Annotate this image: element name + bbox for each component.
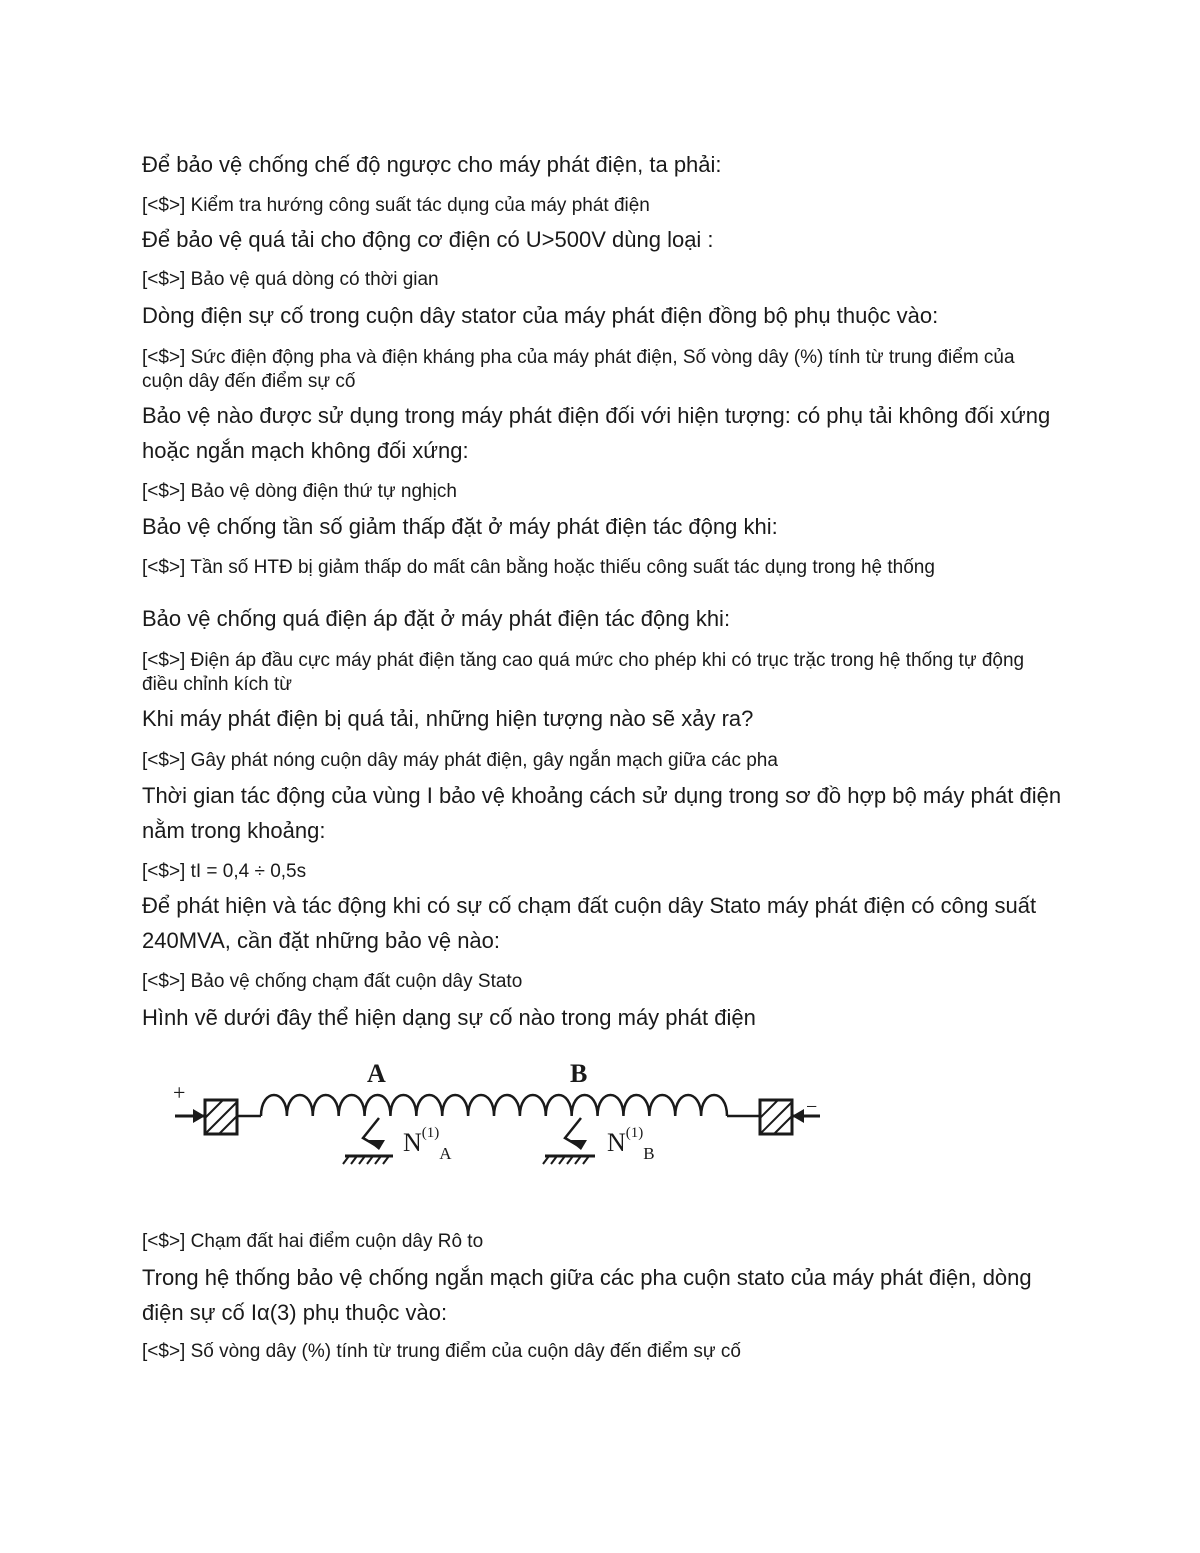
fault-arrow-b <box>569 1140 587 1150</box>
answer-5: [<$>] Tần số HTĐ bị giảm thấp do mất cân bằng hoặc thiếu công suất tác dụng trong hệ thống <box>142 557 935 578</box>
answer-7: [<$>] Gây phát nóng cuộn dây máy phát điện, gây ngắn mạch giữa các pha <box>142 750 778 771</box>
question-11: Trong hệ thống bảo vệ chống ngắn mạch giữa các pha cuộn stato của máy phát điện, dòng điện sự cố Iα(3) phụ thuộc vào: <box>142 1265 1032 1325</box>
answer-3: [<$>] Sức điện động pha và điện kháng pha của máy phát điện, Số vòng dây (%) tính từ trung điểm của cuộn dây đến điểm sự cố <box>142 347 1015 392</box>
question-10: Hình vẽ dưới đây thể hiện dạng sự cố nào trong máy phát điện <box>142 1005 756 1030</box>
plus-sign: + <box>173 1080 186 1105</box>
question-5: Bảo vệ chống tần số giảm thấp đặt ở máy phát điện tác động khi: <box>142 514 778 539</box>
rotor-winding <box>261 1095 727 1116</box>
question-1: Để bảo vệ chống chế độ ngược cho máy phát điện, ta phải: <box>142 152 722 177</box>
arrow-head-right <box>792 1109 804 1123</box>
question-7: Khi máy phát điện bị quá tải, những hiện tượng nào sẽ xảy ra? <box>142 706 754 731</box>
answer-11: [<$>] Số vòng dây (%) tính từ trung điểm của cuộn dây đến điểm sự cố <box>142 1341 741 1362</box>
answer-6: [<$>] Điện áp đầu cực máy phát điện tăng cao quá mức cho phép khi có trục trặc trong hệ thống tự động điều chỉnh kích từ <box>142 650 1025 695</box>
question-6: Bảo vệ chống quá điện áp đặt ở máy phát điện tác động khi: <box>142 606 731 631</box>
label-a: A <box>367 1059 386 1088</box>
question-3: Dòng điện sự cố trong cuộn dây stator của máy phát điện đồng bộ phụ thuộc vào: <box>142 303 939 328</box>
fault-label-b: $N^{(1)}_B$ <box>607 1125 655 1163</box>
question-4: Bảo vệ nào được sử dụng trong máy phát điện đối với hiện tượng: có phụ tải không đối xứng hoặc ngắn mạch không đối xứng: <box>142 403 1051 463</box>
minus-sign: − <box>806 1096 818 1118</box>
answer-4: [<$>] Bảo vệ dòng điện thứ tự nghịch <box>142 481 457 502</box>
label-b: B <box>570 1059 588 1088</box>
answer-2: [<$>] Bảo vệ quá dòng có thời gian <box>142 269 439 290</box>
fault-label-a: $N^{(1)}_A$ <box>403 1125 452 1163</box>
question-8: Thời gian tác động của vùng I bảo vệ khoảng cách sử dụng trong sơ đồ hợp bộ máy phát điện nằm trong khoảng: <box>142 783 1062 843</box>
arrow-head-left <box>193 1109 205 1123</box>
rotor-double-ground-fault-diagram <box>165 1058 835 1176</box>
question-9: Để phát hiện và tác động khi có sự cố chạm đất cuộn dây Stato máy phát điện có công suất 240MVA, cần đặt những bảo vệ nào: <box>142 893 1037 953</box>
answer-9: [<$>] Bảo vệ chống chạm đất cuộn dây Stato <box>142 971 523 992</box>
answer-10: [<$>] Chạm đất hai điểm cuộn dây Rô to <box>142 1231 484 1252</box>
answer-8: [<$>] tI = 0,4 ÷ 0,5s <box>142 861 307 882</box>
answer-1: [<$>] Kiểm tra hướng công suất tác dụng của máy phát điện <box>142 195 650 216</box>
question-2: Để bảo vệ quá tải cho động cơ điện có U>500V dùng loại : <box>142 227 714 252</box>
fault-arrow-a <box>367 1140 385 1150</box>
